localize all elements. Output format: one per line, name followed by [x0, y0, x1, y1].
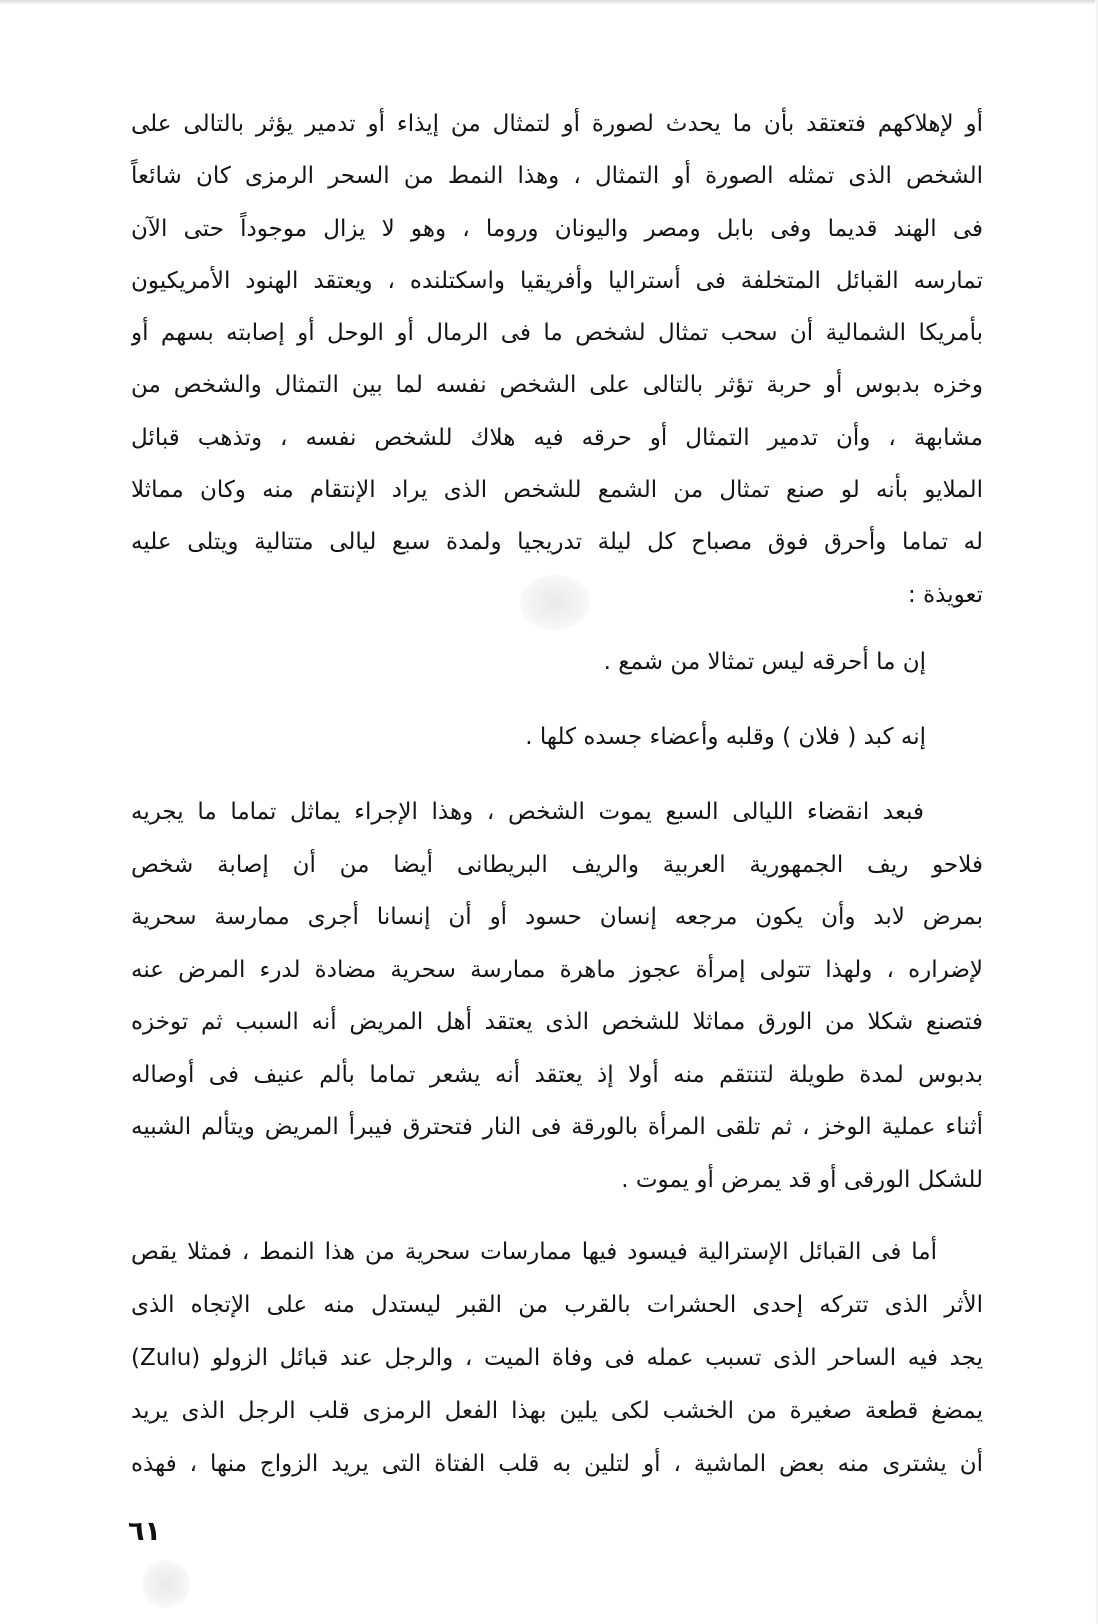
paragraph-2	[131, 786, 983, 1206]
text-line: الأثر الذى تتركه إحدى الحشرات بالقرب من القبر ليستدل منه على الإتجاه الذى	[131, 1292, 983, 1318]
text-line: له تماما وأحرق فوق مصباح كل ليلة تدريجيا ولمدة سبع ليالى متتالية ويتلى عليه	[131, 529, 983, 556]
text-line: فتصنع شكلا من الورق مماثلا للشخص الذى يعتقد أهل المريض أنه السبب ثم توخزه	[131, 1009, 983, 1035]
paragraph-3	[131, 1226, 983, 1491]
scan-top-edge	[0, 0, 1098, 5]
text-line: أما فى القبائل الإسترالية فيسود فيها ممارسات سحرية من هذا النمط ، فمثلا يقص	[131, 1239, 937, 1265]
text-line: وخزه بدبوس أو حربة تؤثر بالتالى على الشخص نفسه لما بين التمثال والشخص من	[131, 372, 983, 399]
text-line: تعويذة :	[908, 581, 983, 608]
text-line: فى الهند قديما وفى بابل ومصر واليونان وروما ، وهو لا يزال موجوداً حتى الآن	[131, 215, 983, 242]
text-line: بمرض لابد وأن يكون مرجعه إنسان حسود أو أن إنسانا أجرى ممارسة سحرية	[131, 904, 983, 930]
text-line: للشكل الورقى أو قد يمرض أو يموت .	[621, 1166, 983, 1193]
text-line: مشابهة ، وأن تدمير التمثال أو حرقه فيه هلاك للشخص نفسه ، وتذهب قبائل	[131, 424, 983, 451]
scan-smudge	[142, 1560, 190, 1608]
text-line: فلاحو ريف الجمهورية العربية والريف البريطانى أيضا من أن إصابة شخص	[131, 851, 983, 878]
text-line: تمارسه القبائل المتخلفة فى أستراليا وأفريقيا واسكتلنده ، ويعتقد الهنود الأمريكيون	[131, 267, 983, 294]
text-line: أن يشترى منه بعض الماشية ، أو لتلين به قلب الفتاة التى يريد الزواج منها ، فهذه	[131, 1451, 983, 1477]
text-line: الشخص الذى تمثله الصورة أو التمثال ، وهذا النمط من السحر الرمزى كان شائعاً	[131, 163, 983, 190]
text-line: الملايو بأنه لو صنع تمثال من الشمع للشخص الذى يراد الإنتقام منه وكان مماثلا	[131, 477, 983, 504]
page-number: ٦١	[128, 1516, 161, 1547]
paragraph-1	[131, 98, 983, 621]
text-line: أثناء عملية الوخز ، ثم تلقى المرأة بالورقة فى النار فتحترق فيبرأ المريض ويتألم الشبيه	[131, 1114, 983, 1140]
text-line: بأمريكا الشمالية أن سحب تمثال لشخص ما فى الرمال أو الوحل أو إصابته بسهم أو	[131, 320, 983, 347]
text-line: أو لإهلاكهم فتعتقد بأن ما يحدث لصورة أو لتمثال من إيذاء أو تدمير يؤثر بالتالى على	[131, 111, 983, 137]
text-line: لإضراره ، ولهذا تتولى إمرأة عجوز ماهرة ممارسة سحرية مضادة لدرء المرض عنه	[131, 956, 983, 983]
incantation-quote	[131, 636, 983, 763]
text-line: يجد فيه الساحر الذى تسبب عمله فى وفاة الميت ، والرجل عند قبائل الزولو (Zulu)	[131, 1345, 983, 1371]
text-line: فبعد انقضاء الليالى السبع يموت الشخص ، وهذا الإجراء يماثل تماما ما يجريه	[131, 799, 924, 825]
quote-line: إن ما أحرقه ليس تمثالا من شمع .	[603, 649, 926, 675]
text-line: بدبوس لمدة طويلة لتنتقم منه أولا إذ يعتقد أنه يشعر تماما بألم عنيف فى أوصاله	[131, 1061, 983, 1088]
quote-line: إنه كبد ( فلان ) وقلبه وأعضاء جسده كلها .	[525, 724, 926, 750]
text-line: يمضغ قطعة صغيرة من الخشب لكى يلين بهذا الفعل الرمزى قلب الرجل الذى يريد	[131, 1398, 983, 1424]
